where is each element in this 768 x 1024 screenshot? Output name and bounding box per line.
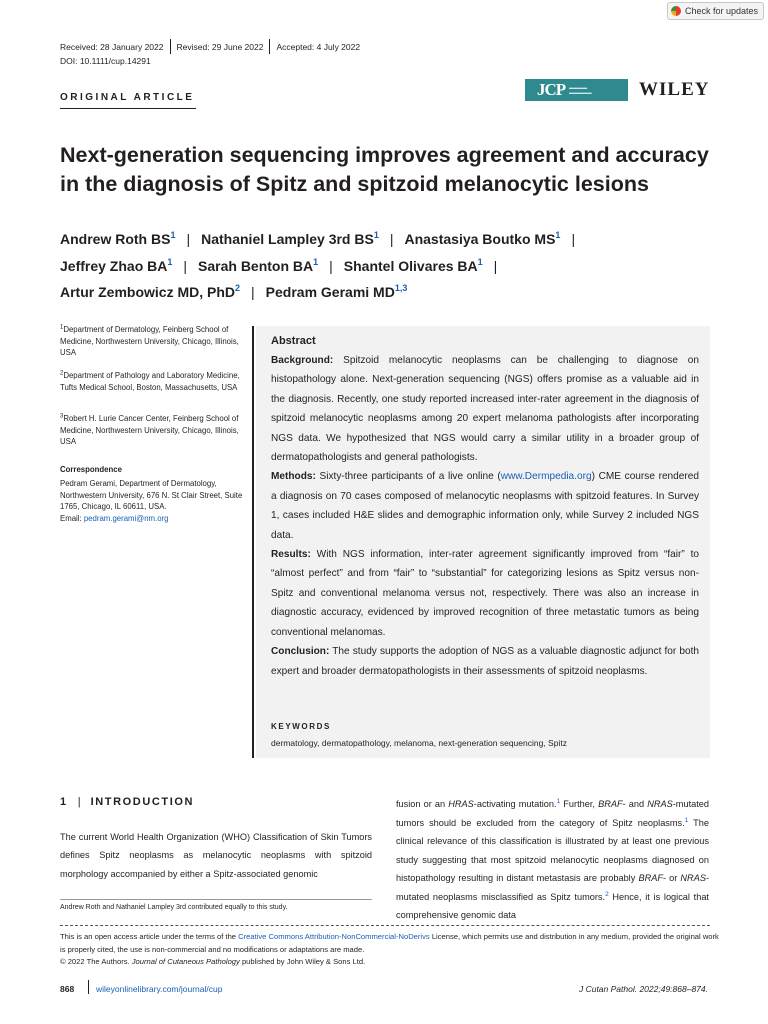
- author: Nathaniel Lampley 3rd $BS^1$: [201, 230, 379, 247]
- affiliation: $^3$Robert H. Lurie Cancer Center, Feinberg School of Medicine, Northwestern University, Chicago, Illinois, USA: [60, 413, 239, 446]
- dermpedia-link[interactable]: www.Dermpedia.org: [500, 471, 592, 483]
- affiliation: $^2$Department of Pathology and Laboratory Medicine, Tufts Medical School, Boston, Massachusetts, USA: [60, 370, 240, 392]
- reference-link[interactable]: 2: [605, 890, 609, 898]
- correspondence-heading: Correspondence: [60, 465, 122, 474]
- journal-logo-letters: JCP: [537, 80, 566, 99]
- revised-date: Revised: 29 June 2022: [176, 41, 264, 52]
- author: Andrew Roth $BS^1$: [60, 230, 176, 247]
- accepted-date: Accepted: 4 July 2022: [276, 41, 361, 52]
- footnote-rule: [60, 899, 372, 900]
- journal-logo-decoration: ▬▬▬▬ ▬▬▬▬▬: [569, 85, 592, 95]
- abstract-conclusion: Conclusion: The study supports the adoption of NGS as a valuable diagnostic adjunct for both expert and broader dermatopathologists in their assessments of spitzoid neoplasms.: [271, 646, 700, 677]
- check-for-updates-button[interactable]: [667, 2, 764, 20]
- keywords-heading: KEYWORDS: [271, 722, 331, 731]
- abstract-background: Background: Spitzoid melanocytic neoplasms can be challenging to diagnose on histopathology alone. Next-generation sequencing (NGS) offers promise as a valuable aid in the diagnosis. Recently, one study reported increased inter-rater agreement in the diagnosis of spitzoid melanocytic neoplasms among 20 expert melanoma pathologists after incorporating NGS data. We hypothesized that NGS would carry a similar utility in a broader group of dermatopathologists and general pathologists.: [271, 355, 699, 464]
- footer-divider: [88, 980, 89, 994]
- date-divider: [170, 39, 171, 54]
- correspondence-text: Pedram Gerami, Department of Dermatology, Northwestern University, 676 N. St Clair Street, Suite 1765, Chicago, IL 60611, USA. Email: pedram.gerami@nm.org: [60, 479, 243, 523]
- check-for-updates-label: Check for updates: [684, 6, 758, 16]
- license-divider: [60, 925, 710, 926]
- crossmark-icon: [671, 6, 681, 16]
- author: Shantel Olivares $BA^1$: [343, 256, 483, 274]
- intro-right-column: fusion or an HRAS-activating mutation.$^1$ Further, BRAF- and NRAS-mutated tumors should be excluded from the category of Spitz neoplasms.$^1$ The clinical relevance of this classification is illustrated by at least one previous study suggesting that most spitzoid melanocytic neoplasms diagnosed on histopathology resulting in distant metastasis are probably BRAF- or NRAS-mutated neoplasms misclassified as Spitz tumors.$^2$ Hence, it is logical that comprehensive genomic data: [396, 798, 710, 920]
- abstract-methods: Methods: Sixty-three participants of a live online (www.Dermpedia.org) CME course rendered a diagnosis on 70 cases composed of melanocytic neoplasms with spitzoid features. In Survey 1, cases included H&E slides and demographic information only, while Survey 2 included NGS data.: [271, 471, 699, 541]
- affiliation: $^1$Department of Dermatology, Feinberg School of Medicine, Northwestern University, Chicago, Illinois, USA: [60, 324, 239, 357]
- author-list: Andrew Roth $BS^1$ | Nathaniel Lampley 3rd $BS^1$ | Anastasiya Boutko $MS^1$ | Jeffrey Zhao $BA^1$ | Sarah Benton $BA^1$ | Shantel Olivares $BA^1$ | Artur Zembowicz MD, PhD$^2$ | Pedram Gerami MD$^{1,3}$: [60, 230, 576, 300]
- abstract-text: [271, 351, 699, 681]
- journal-logo: [525, 79, 628, 101]
- article-type: ORIGINAL ARTICLE: [60, 92, 195, 103]
- license-text: This is an open access article under the terms of the Creative Commons Attribution-NonCommercial-NoDerivs License, which permits use and distribution in any medium, provided the original work is properly cited, the use is non-commercial and no modifications or adaptations are made. © 2022 The Authors. Journal of Cutaneous Pathology published by John Wiley & Sons Ltd.: [60, 932, 719, 967]
- page-number: 868: [60, 984, 75, 994]
- author: Sarah Benton $BA^1$: [198, 256, 319, 274]
- doi: DOI: 10.1111/cup.14291: [60, 56, 151, 66]
- date-divider: [269, 39, 270, 54]
- received-date: Received: 28 January 2022: [60, 41, 164, 52]
- journal-url-link[interactable]: wileyonlinelibrary.com/journal/cup: [96, 984, 223, 994]
- abstract-results: Results: With NGS information, inter-rater agreement significantly improved from “fair” to “almost perfect” and from “fair” to “substantial” for categorizing lesions as Spitz versus non-Spitz and conventional melanoma versus not, respectively. There was also an increase in diagnostic accuracy, evidenced by improved recognition of three metastatic tumors as being conventional melanomas.: [271, 549, 699, 638]
- reference-link[interactable]: 1: [684, 816, 689, 824]
- author: Pedram Gerami MD$^{1,3}$: [265, 283, 408, 300]
- author: Anastasiya Boutko $MS^1$: [404, 230, 561, 247]
- author: Artur Zembowicz MD, PhD$^2$: [60, 283, 241, 300]
- reference-link[interactable]: 1: [556, 798, 561, 805]
- abstract-bar: [252, 326, 254, 758]
- article-title: Next-generation sequencing improves agreement and accuracy in the diagnosis of Spitz and spitzoid melanocytic lesions: [60, 143, 709, 196]
- section-heading: 1 | INTRODUCTION: [60, 796, 195, 808]
- correspondence-email-link[interactable]: pedram.gerami@nm.org: [83, 513, 169, 523]
- cc-license-link[interactable]: Creative Commons Attribution-NonCommercial-NoDerivs: [238, 932, 430, 941]
- intro-left-column: The current World Health Organization (WHO) Classification of Skin Tumors defines Spitz neoplasms as melanocytic neoplasms with spitzoid morphology accompanied by either a Spitz-associated genomic: [60, 832, 372, 879]
- footer-citation: J Cutan Pathol. 2022;49:868–874.: [578, 984, 708, 994]
- footnote: Andrew Roth and Nathaniel Lampley 3rd contributed equally to this study.: [60, 904, 288, 911]
- article-dates: [60, 39, 360, 54]
- keywords: dermatology, dermatopathology, melanoma, next-generation sequencing, Spitz: [271, 738, 567, 748]
- abstract-heading: Abstract: [271, 335, 316, 347]
- publisher-logo: WILEY: [639, 79, 710, 100]
- author: Jeffrey Zhao $BA^1$: [60, 256, 173, 274]
- article-type-rule: [60, 108, 196, 109]
